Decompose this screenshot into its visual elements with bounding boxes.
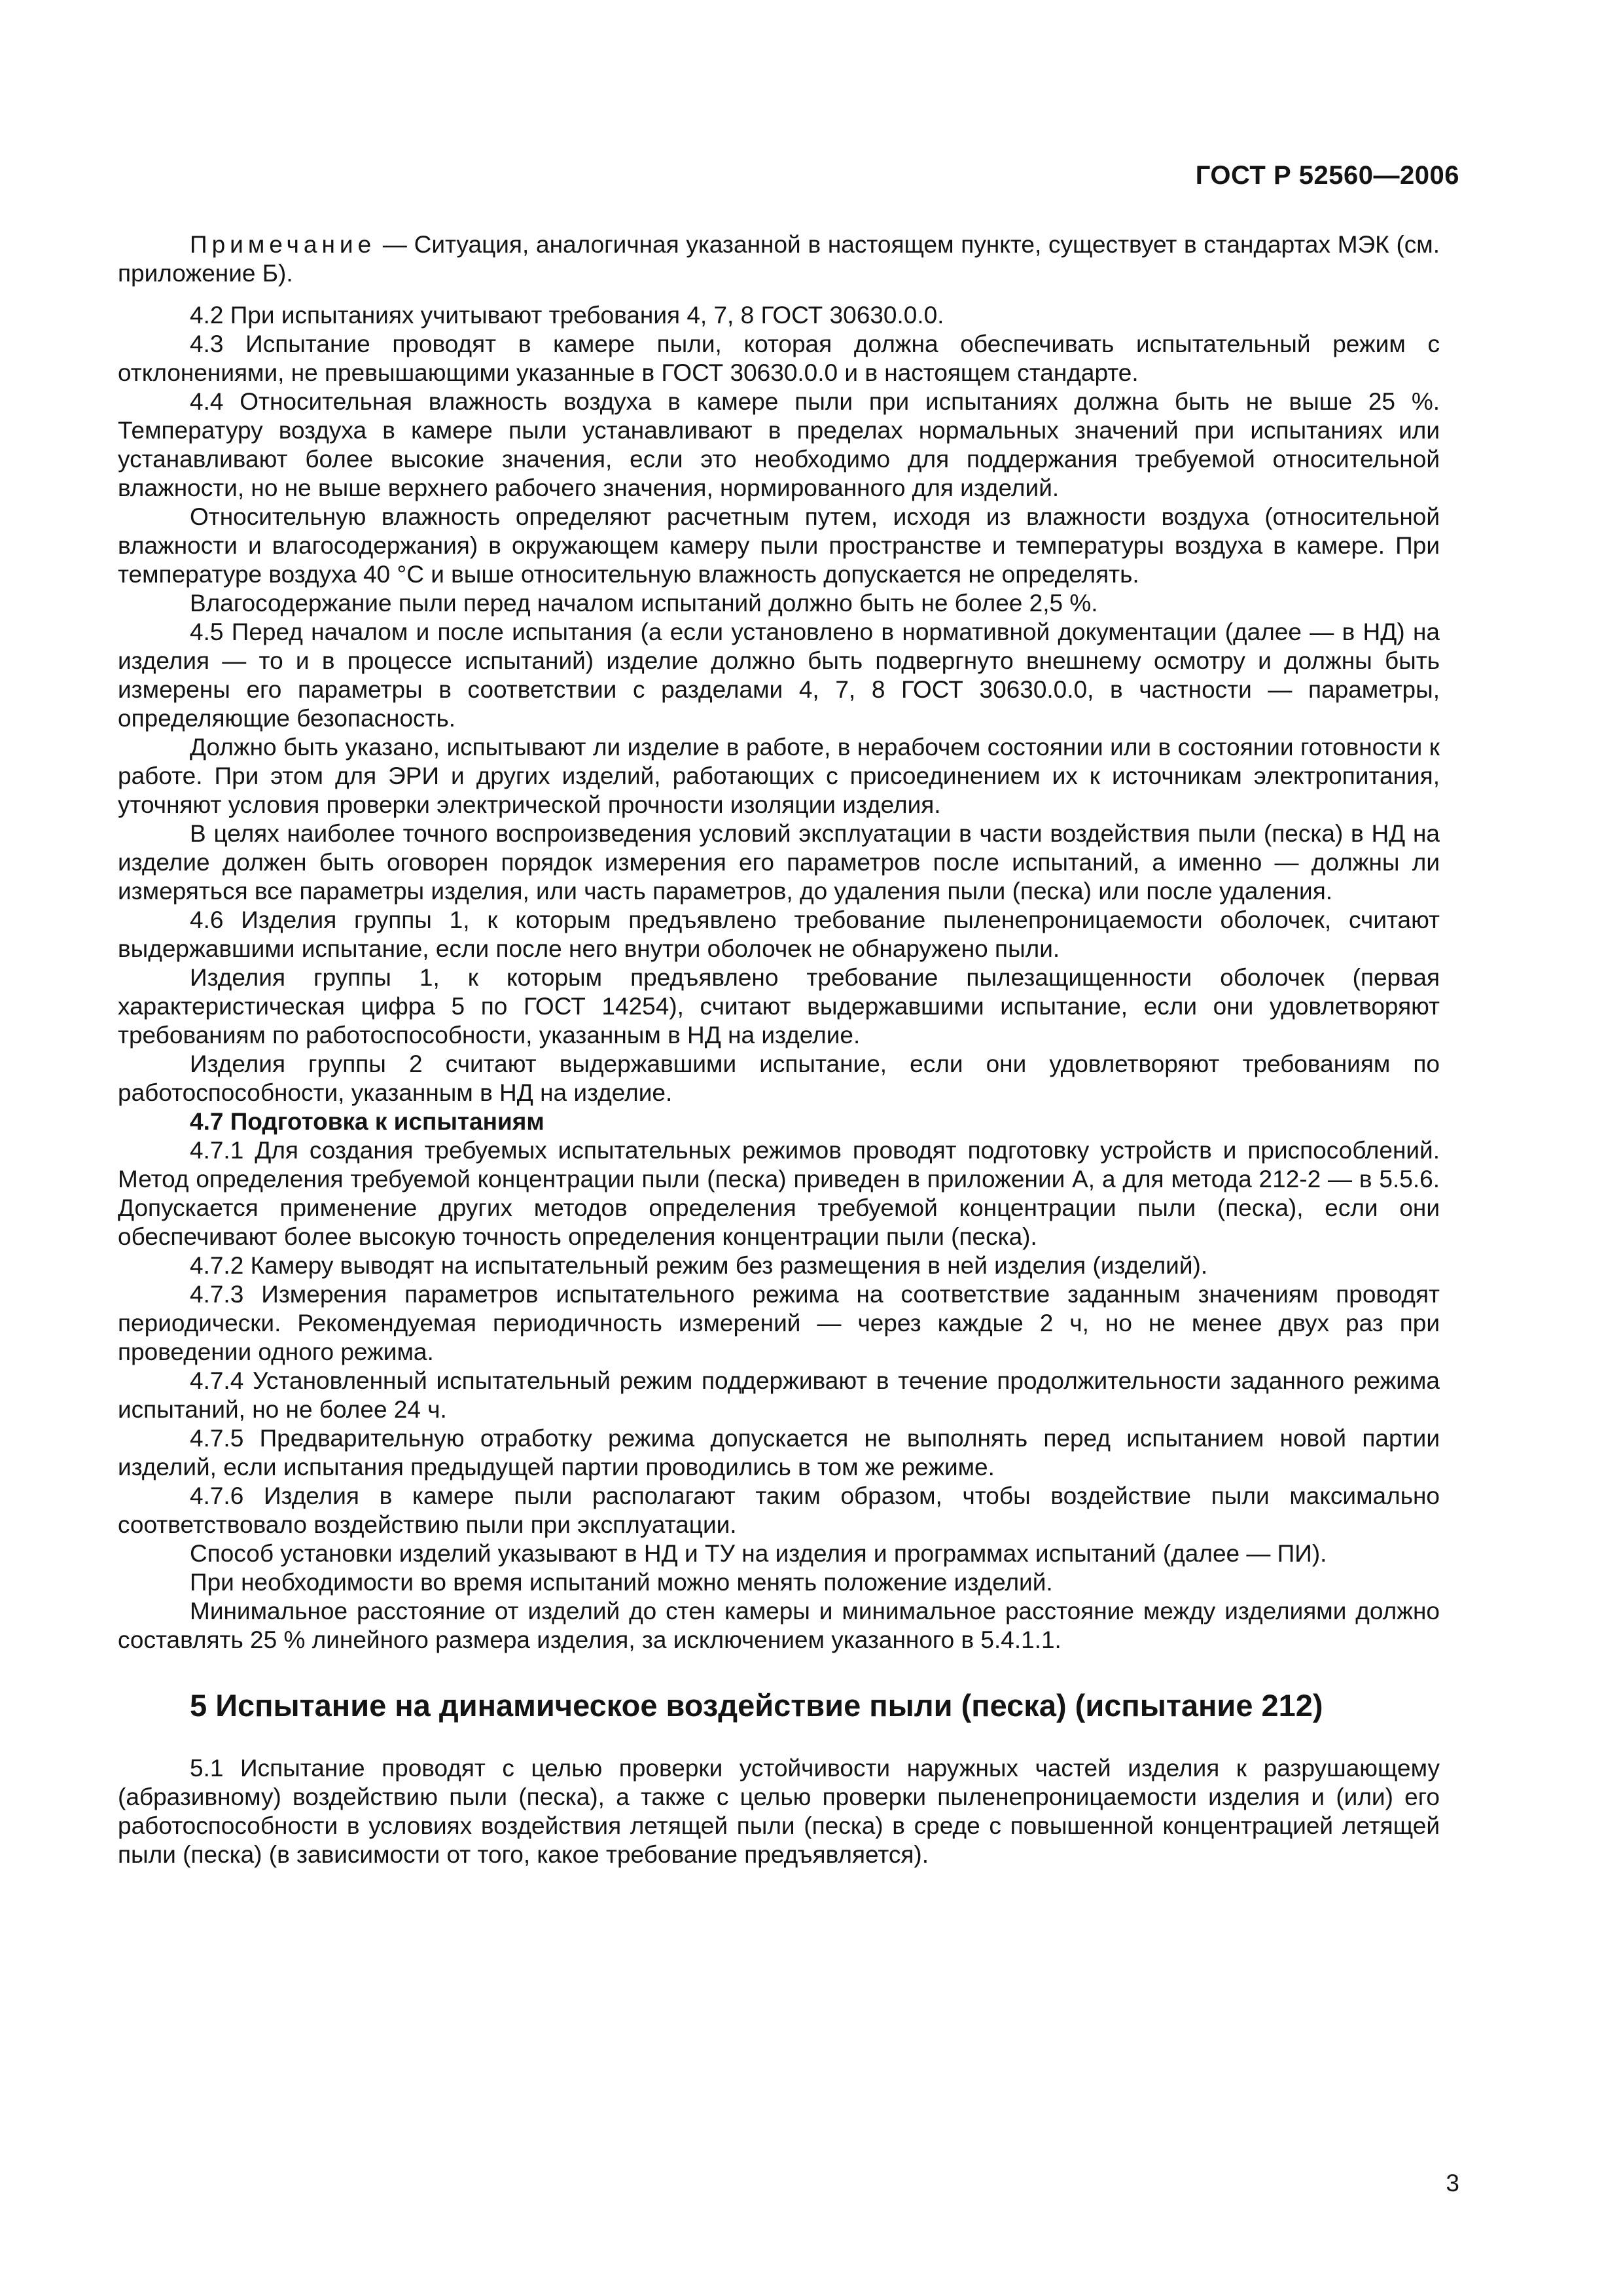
paragraph-4-2: 4.2 При испытаниях учитывают требования 4, 7, 8 ГОСТ 30630.0.0. (190, 302, 944, 329)
paragraph-4-7-6-installation: Способ установки изделий указывают в НД и ТУ на изделия и программах испытаний (далее — ПИ). (190, 1540, 1327, 1567)
document-body (118, 230, 1440, 1869)
paragraph-4-6-group1: Изделия группы 1, к которым предъявлено требование пылезащищенности оболочек (первая характеристическая цифра 5 по ГОСТ 14254), считают выдержавшими испытание, если они удовлетворяют требованиям по работоспособности, указанным в НД на изделие. (118, 964, 1440, 1049)
paragraph-4-5-measurement: В целях наиболее точного воспроизведения условий эксплуатации в части воздействия пыли (песка) в НД на изделие должен быть оговорен порядок измерения его параметров после испытаний, а именно — должны ли измеряться все параметры изделия, или часть параметров, до удаления пыли (песка) или после удаления. (118, 820, 1440, 905)
paragraph-4-7-6-position: При необходимости во время испытаний можно менять положение изделий. (190, 1569, 1053, 1596)
page-number: 3 (1446, 2170, 1459, 2197)
paragraph-4-4: 4.4 Относительная влажность воздуха в камере пыли при испытаниях должна быть не выше 25 %. Температуру воздуха в камере пыли устанавливают в пределах нормальных значений при испытаниях или устанавливают более высокие значения, если это необходимо для поддержания требуемой относительной влажности, но не выше верхнего рабочего значения, нормированного для изделий. (118, 388, 1440, 501)
note-label: Примечание (190, 231, 376, 258)
paragraph-4-6-group2: Изделия группы 2 считают выдержавшими испытание, если они удовлетворяют требованиям по работоспособности, указанным в НД на изделие. (118, 1050, 1440, 1106)
paragraph-4-7-4: 4.7.4 Установленный испытательный режим поддерживают в течение продолжительности заданного режима испытаний, но не более 24 ч. (118, 1367, 1440, 1423)
note-text: — Ситуация, аналогичная указанной в настоящем пункте, существует в стандартах МЭК (см. приложение Б). (118, 231, 1440, 287)
paragraph-4-5: 4.5 Перед началом и после испытания (а если установлено в нормативной документации (далее — в НД) на изделия — то и в процессе испытаний) изделие должно быть подвергнуто внешнему осмотру и должны быть измерены его параметры в соответствии с разделами 4, 7, 8 ГОСТ 30630.0.0, в частности — параметры, определяющие безопасность. (118, 619, 1440, 732)
paragraph-4-5-operation: Должно быть указано, испытывают ли изделие в работе, в нерабочем состоянии или в состоянии готовности к работе. При этом для ЭРИ и других изделий, работающих с присоединением их к источникам электропитания, уточняют условия проверки электрической прочности изоляции изделия. (118, 734, 1440, 818)
paragraph-4-6: 4.6 Изделия группы 1, к которым предъявлено требование пыленепроницаемости оболочек, считают выдержавшими испытание, если после него внутри оболочек не обнаружено пыли. (118, 906, 1440, 962)
paragraph-4-4-moisture: Влагосодержание пыли перед началом испытаний должно быть не более 2,5 %. (190, 590, 1098, 617)
note-paragraph (118, 230, 1440, 288)
paragraph-4-7-2: 4.7.2 Камеру выводят на испытательный режим без размещения в ней изделия (изделий). (190, 1252, 1208, 1279)
paragraph-5-1: 5.1 Испытание проводят с целью проверки устойчивости наружных частей изделия к разрушающему (абразивному) воздействию пыли (песка), а также с целью проверки пыленепроницаемости изделия и (или) его работоспособности в условиях воздействия летящей пыли (песка) в среде с повышенной концентрацией летящей пыли (песка) (в зависимости от того, какое требование предъявляется). (118, 1755, 1440, 1868)
paragraph-4-7-5: 4.7.5 Предварительную отработку режима допускается не выполнять перед испытанием новой партии изделий, если испытания предыдущей партии проводились в том же режиме. (118, 1425, 1440, 1480)
paragraph-4-7-6: 4.7.6 Изделия в камере пыли располагают таким образом, чтобы воздействие пыли максимально соответствовало воздействию пыли при эксплуатации. (118, 1482, 1440, 1538)
paragraph-4-3: 4.3 Испытание проводят в камере пыли, которая должна обеспечивать испытательный режим с отклонениями, не превышающими указанные в ГОСТ 30630.0.0 и в настоящем стандарте. (118, 331, 1440, 386)
section-5-title: 5 Испытание на динамическое воздействие пыли (песка) (испытание 212) (190, 1688, 1323, 1723)
paragraph-4-4-humidity: Относительную влажность определяют расчетным путем, исходя из влажности воздуха (относительной влажности и влагосодержания) в окружающем камеру пыли пространстве и температуры воздуха в камере. При температуре воздуха 40 °С и выше относительную влажность допускается не определять. (118, 503, 1440, 588)
document-code: ГОСТ Р 52560—2006 (1195, 161, 1459, 190)
subsection-heading-4-7: 4.7 Подготовка к испытаниям (190, 1108, 544, 1135)
paragraph-4-7-6-distance: Минимальное расстояние от изделий до стен камеры и минимальное расстояние между изделиями должно составлять 25 % линейного размера изделия, за исключением указанного в 5.4.1.1. (118, 1598, 1440, 1653)
paragraph-4-7-1: 4.7.1 Для создания требуемых испытательных режимов проводят подготовку устройств и приспособлений. Метод определения требуемой концентрации пыли (песка) приведен в приложении А, а для метода 212-2 — в 5.5.6. Допускается применение других методов определения требуемой концентрации пыли (песка), если они обеспечивают более высокую точность определения концентрации пыли (песка). (118, 1137, 1440, 1250)
paragraph-4-7-3: 4.7.3 Измерения параметров испытательного режима на соответствие заданным значениям проводят периодически. Рекомендуемая периодичность измерений — через каждые 2 ч, но не менее двух раз при проведении одного режима. (118, 1281, 1440, 1365)
